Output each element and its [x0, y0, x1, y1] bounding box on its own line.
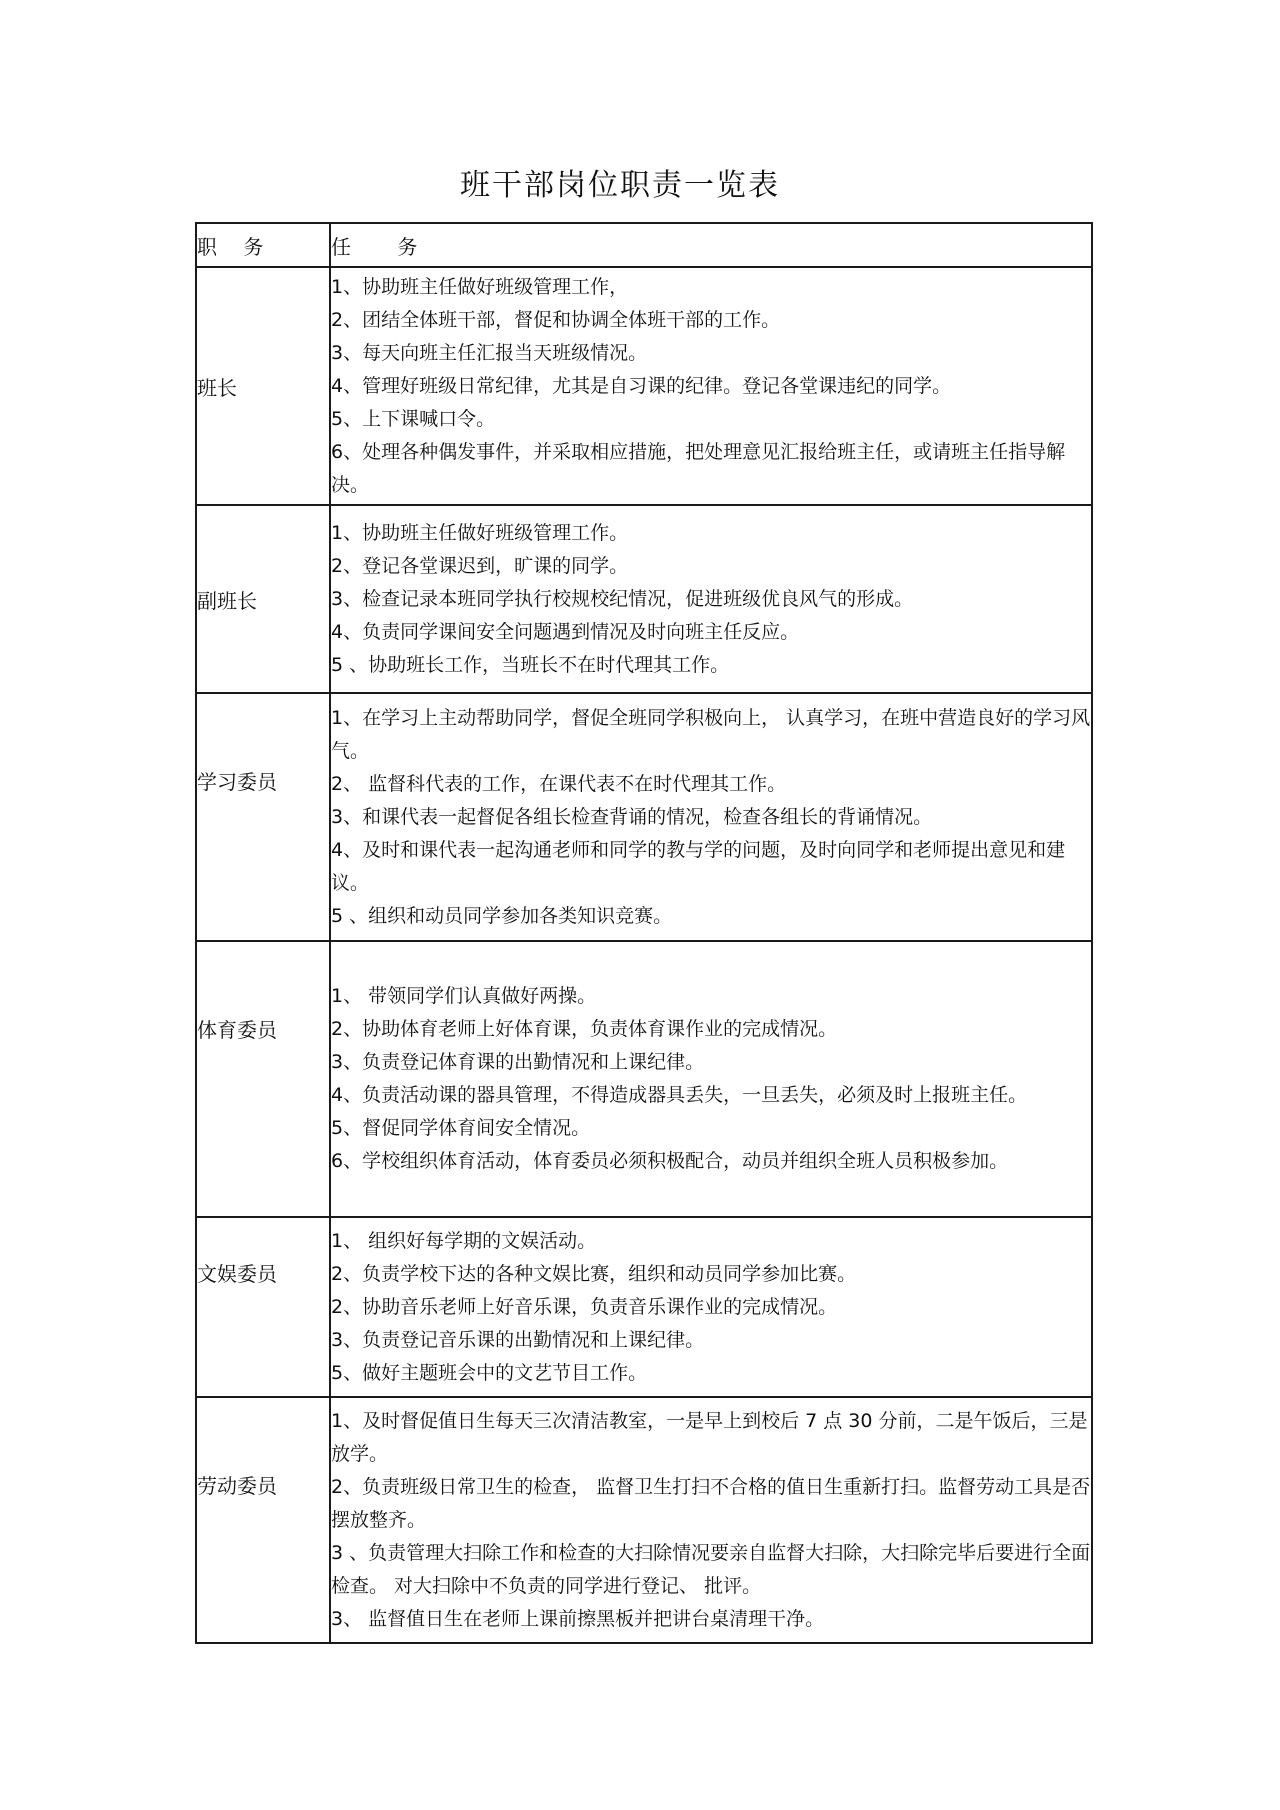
task-item: 4、负责同学课间安全问题遇到情况及时向班主任反应。 — [331, 620, 800, 643]
task-item: 3、负责登记音乐课的出勤情况和上课纪律。 — [331, 1328, 705, 1351]
task-item: 4、负责活动课的器具管理，不得造成器具丢失，一旦丢失，必须及时上报班主任。 — [331, 1084, 1028, 1106]
task-cell — [330, 1217, 1092, 1397]
task-cell — [330, 941, 1092, 1217]
task-item: 2、协助音乐老师上好音乐课，负责音乐课作业的完成情况。 — [331, 1295, 838, 1318]
header-role: 职 务 — [196, 223, 330, 267]
table-row — [196, 505, 1092, 693]
task-item: 2、负责学校下达的各种文娱比赛，组织和动员同学参加比赛。 — [331, 1262, 857, 1285]
table-row — [196, 693, 1092, 941]
task-cell — [330, 267, 1092, 505]
role-cell: 文娱委员 — [196, 1217, 330, 1397]
task-item: 3、负责登记体育课的出勤情况和上课纪律。 — [331, 1051, 705, 1073]
table-row — [196, 267, 1092, 505]
task-item: 2、协助体育老师上好体育课，负责体育课作业的完成情况。 — [331, 1018, 838, 1040]
task-item: 2、 监督科代表的工作，在课代表不在时代理其工作。 — [331, 772, 787, 795]
task-item: 2、负责班级日常卫生的检查， 监督卫生打扫不合格的值日生重新打扫。监督劳动工具是否摆放整齐。 — [331, 1475, 1091, 1531]
role-cell: 学习委员 — [196, 693, 330, 941]
task-item: 1、 组织好每学期的文娱活动。 — [331, 1229, 597, 1252]
table-row — [196, 1397, 1092, 1643]
task-item: 5 、协助班长工作，当班长不在时代理其工作。 — [331, 653, 730, 676]
task-item: 5、上下课喊口令。 — [331, 407, 496, 430]
role-cell: 体育委员 — [196, 941, 330, 1217]
task-item: 6、处理各种偶发事件，并采取相应措施，把处理意见汇报给班主任，或请班主任指导解决。 — [331, 440, 1066, 496]
task-item: 4、及时和课代表一起沟通老师和同学的教与学的问题，及时向同学和老师提出意见和建议。 — [331, 838, 1066, 894]
task-item: 5 、组织和动员同学参加各类知识竞赛。 — [331, 904, 673, 927]
task-cell — [330, 505, 1092, 693]
page-title: 班干部岗位职责一览表 — [460, 168, 780, 203]
task-item: 2、登记各堂课迟到，旷课的同学。 — [331, 554, 629, 577]
task-item: 2、团结全体班干部，督促和协调全体班干部的工作。 — [331, 308, 781, 331]
task-item: 1、在学习上主动帮助同学，督促全班同学积极向上， 认真学习，在班中营造良好的学习风气。 — [331, 706, 1091, 762]
task-item: 1、及时督促值日生每天三次清洁教室，一是早上到校后 7 点 30 分前，二是午饭后，三是放学。 — [331, 1409, 1088, 1465]
task-cell — [330, 1397, 1092, 1643]
role-cell: 副班长 — [196, 505, 330, 693]
task-item: 3、每天向班主任汇报当天班级情况。 — [331, 341, 648, 364]
task-item: 1、 带领同学们认真做好两操。 — [331, 985, 597, 1007]
task-cell — [330, 693, 1092, 941]
task-item: 1、协助班主任做好班级管理工作。 — [331, 521, 629, 544]
header-task: 任 务 — [330, 223, 1092, 267]
table-row — [196, 941, 1092, 1217]
table-row — [196, 1217, 1092, 1397]
task-item: 5、做好主题班会中的文艺节目工作。 — [331, 1361, 648, 1384]
task-item: 5、督促同学体育间安全情况。 — [331, 1117, 591, 1139]
task-item: 1、协助班主任做好班级管理工作， — [331, 275, 629, 298]
task-item: 3、 监督值日生在老师上课前擦黑板并把讲台桌清理干净。 — [331, 1607, 825, 1630]
task-item: 3、检查记录本班同学执行校规校纪情况，促进班级优良风气的形成。 — [331, 587, 914, 610]
role-cell: 班长 — [196, 267, 330, 505]
task-item: 6、学校组织体育活动，体育委员必须积极配合，动员并组织全班人员积极参加。 — [331, 1150, 1009, 1172]
duty-table — [195, 222, 1093, 1644]
task-item: 3、和课代表一起督促各组长检查背诵的情况，检查各组长的背诵情况。 — [331, 805, 933, 828]
task-item: 4、管理好班级日常纪律，尤其是自习课的纪律。登记各堂课违纪的同学。 — [331, 374, 952, 397]
task-item: 3 、负责管理大扫除工作和检查的大扫除情况要亲自监督大扫除，大扫除完毕后要进行全面检查。 对大扫除中不负责的同学进行登记、 批评。 — [331, 1541, 1091, 1597]
role-cell: 劳动委员 — [196, 1397, 330, 1643]
table-header-row — [196, 223, 1092, 267]
